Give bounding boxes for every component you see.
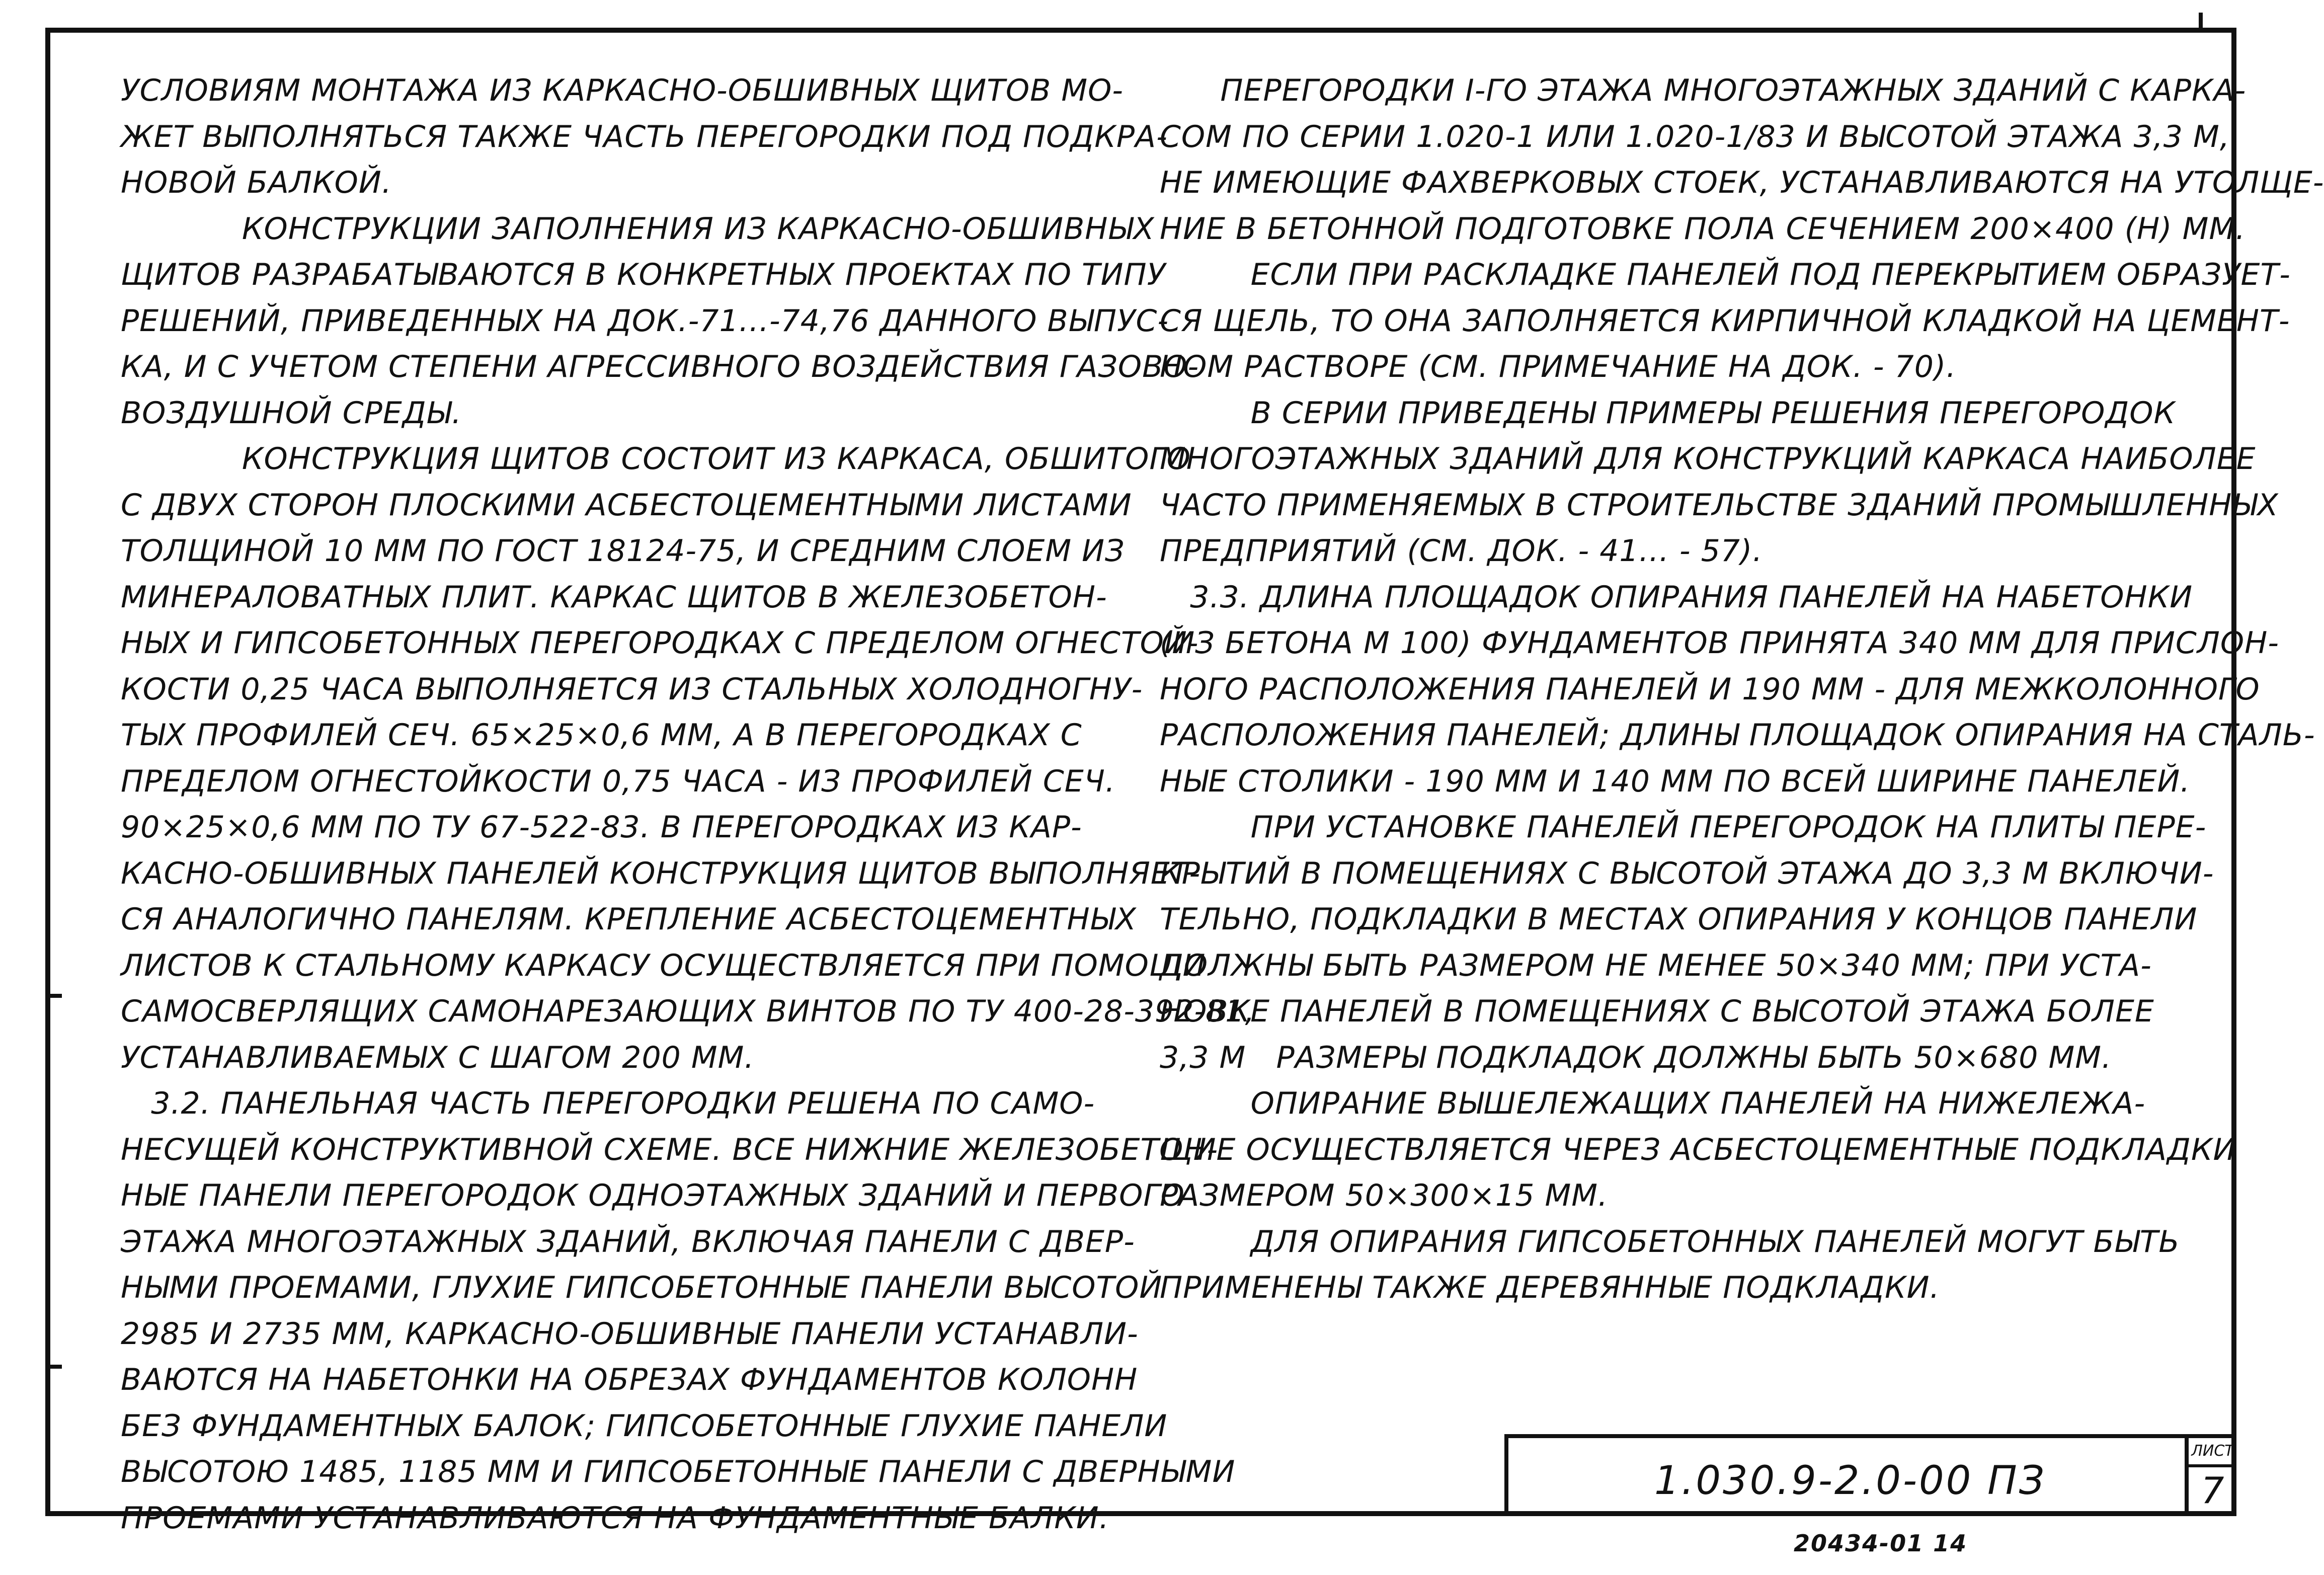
right-text-column (1160, 68, 2324, 1311)
text-line: С ДВУХ СТОРОН ПЛОСКИМИ АСБЕСТОЦЕМЕНТНЫМИ ЛИСТАМИ (121, 487, 1132, 523)
text-line: В СЕРИИ ПРИВЕДЕНЫ ПРИМЕРЫ РЕШЕНИЯ ПЕРЕГОРОДОК (1160, 395, 2176, 431)
text-line: ТЕЛЬНО, ПОДКЛАДКИ В МЕСТАХ ОПИРАНИЯ У КОНЦОВ ПАНЕЛИ (1160, 902, 2198, 937)
text-line: НОМ РАСТВОРЕ (СМ. ПРИМЕЧАНИЕ НА ДОК. - 70). (1160, 349, 1957, 384)
text-line: 3.3. ДЛИНА ПЛОЩАДОК ОПИРАНИЯ ПАНЕЛЕЙ НА НАБЕТОНКИ (1160, 579, 2193, 615)
text-line: НИЕ В БЕТОННОЙ ПОДГОТОВКЕ ПОЛА СЕЧЕНИЕМ 200×400 (Н) ММ. (1160, 211, 2246, 247)
text-line: ПРОЕМАМИ УСТАНАВЛИВАЮТСЯ НА ФУНДАМЕНТНЫЕ БАЛКИ. (121, 1500, 1109, 1536)
text-line: НЫХ И ГИПСОБЕТОННЫХ ПЕРЕГОРОДКАХ С ПРЕДЕЛОМ ОГНЕСТОЙ- (121, 625, 1199, 661)
text-line: ПРЕДПРИЯТИЙ (СМ. ДОК. - 41... - 57). (1160, 533, 1763, 569)
text-line: УСТАНАВЛИВАЕМЫХ С ШАГОМ 200 ММ. (121, 1040, 755, 1075)
text-line: ЩИТОВ РАЗРАБАТЫВАЮТСЯ В КОНКРЕТНЫХ ПРОЕКТАХ ПО ТИПУ (121, 257, 1166, 292)
text-line: НЫМИ ПРОЕМАМИ, ГЛУХИЕ ГИПСОБЕТОННЫЕ ПАНЕЛИ ВЫСОТОЙ (121, 1270, 1163, 1305)
text-line: КАСНО-ОБШИВНЫХ ПАНЕЛЕЙ КОНСТРУКЦИЯ ЩИТОВ ВЫПОЛНЯЕТ- (121, 855, 1201, 891)
text-line: МИНЕРАЛОВАТНЫХ ПЛИТ. КАРКАС ЩИТОВ В ЖЕЛЕЗОБЕТОН- (121, 579, 1107, 615)
text-line: ЛИСТОВ К СТАЛЬНОМУ КАРКАСУ ОСУЩЕСТВЛЯЕТСЯ ПРИ ПОМОЩИ (121, 948, 1206, 983)
text-line: 90×25×0,6 ММ ПО ТУ 67-522-83. В ПЕРЕГОРОДКАХ ИЗ КАР- (121, 810, 1082, 845)
text-line: ВОЗДУШНОЙ СРЕДЫ. (121, 395, 462, 431)
text-line: КОСТИ 0,25 ЧАСА ВЫПОЛНЯЕТСЯ ИЗ СТАЛЬНЫХ ХОЛОДНОГНУ- (121, 671, 1143, 707)
text-line: ВЫСОТОЮ 1485, 1185 ММ И ГИПСОБЕТОННЫЕ ПАНЕЛИ С ДВЕРНЫМИ (121, 1454, 1236, 1489)
sheet-number: 7 (2201, 1469, 2224, 1512)
text-line: ПРЕДЕЛОМ ОГНЕСТОЙКОСТИ 0,75 ЧАСА - ИЗ ПРОФИЛЕЙ СЕЧ. (121, 763, 1115, 799)
text-line: СЯ ЩЕЛЬ, ТО ОНА ЗАПОЛНЯЕТСЯ КИРПИЧНОЙ КЛАДКОЙ НА ЦЕМЕНТ- (1160, 303, 2290, 339)
text-line: ЕСЛИ ПРИ РАСКЛАДКЕ ПАНЕЛЕЙ ПОД ПЕРЕКРЫТИЕМ ОБРАЗУЕТ- (1160, 257, 2291, 292)
text-line: КОНСТРУКЦИЯ ЩИТОВ СОСТОИТ ИЗ КАРКАСА, ОБШИТОГО (121, 441, 1191, 477)
text-line: ВАЮТСЯ НА НАБЕТОНКИ НА ОБРЕЗАХ ФУНДАМЕНТОВ КОЛОНН (121, 1362, 1138, 1397)
text-line: НОВКЕ ПАНЕЛЕЙ В ПОМЕЩЕНИЯХ С ВЫСОТОЙ ЭТАЖА БОЛЕЕ (1160, 994, 2154, 1029)
text-line: НЕСУЩЕЙ КОНСТРУКТИВНОЙ СХЕМЕ. ВСЕ НИЖНИЕ ЖЕЛЕЗОБЕТОН- (121, 1132, 1219, 1167)
text-line: 2985 И 2735 ММ, КАРКАСНО-ОБШИВНЫЕ ПАНЕЛИ УСТАНАВЛИ- (121, 1316, 1139, 1352)
text-line: НОГО РАСПОЛОЖЕНИЯ ПАНЕЛЕЙ И 190 ММ - ДЛЯ МЕЖКОЛОННОГО (1160, 671, 2260, 707)
text-line: КОНСТРУКЦИИ ЗАПОЛНЕНИЯ ИЗ КАРКАСНО-ОБШИВНЫХ (121, 211, 1155, 247)
text-line: КА, И С УЧЕТОМ СТЕПЕНИ АГРЕССИВНОГО ВОЗДЕЙСТВИЯ ГАЗОВО- (121, 349, 1199, 384)
text-line: СОМ ПО СЕРИИ 1.020-1 ИЛИ 1.020-1/83 И ВЫСОТОЙ ЭТАЖА 3,3 М, (1160, 119, 2230, 154)
text-line: НЫЕ ПАНЕЛИ ПЕРЕГОРОДОК ОДНОЭТАЖНЫХ ЗДАНИЙ И ПЕРВОГО (121, 1178, 1185, 1213)
sheet-number-box (2185, 1438, 2236, 1516)
text-line: МНОГОЭТАЖНЫХ ЗДАНИЙ ДЛЯ КОНСТРУКЦИЙ КАРКАСА НАИБОЛЕЕ (1160, 441, 2256, 477)
text-line: 3.2. ПАНЕЛЬНАЯ ЧАСТЬ ПЕРЕГОРОДКИ РЕШЕНА ПО САМО- (121, 1086, 1095, 1121)
text-line: ЩИЕ ОСУЩЕСТВЛЯЕТСЯ ЧЕРЕЗ АСБЕСТОЦЕМЕНТНЫЕ ПОДКЛАДКИ (1160, 1132, 2236, 1167)
text-line: ДОЛЖНЫ БЫТЬ РАЗМЕРОМ НЕ МЕНЕЕ 50×340 ММ; ПРИ УСТА- (1160, 948, 2152, 983)
archive-stamp: 20434-01 14 (1794, 1530, 1968, 1557)
text-line: 3,3 М РАЗМЕРЫ ПОДКЛАДОК ДОЛЖНЫ БЫТЬ 50×680 ММ. (1160, 1040, 2112, 1075)
title-block (1504, 1434, 2236, 1516)
text-line: ДЛЯ ОПИРАНИЯ ГИПСОБЕТОННЫХ ПАНЕЛЕЙ МОГУТ БЫТЬ (1160, 1224, 2180, 1259)
text-line: РАЗМЕРОМ 50×300×15 ММ. (1160, 1178, 1609, 1213)
text-line: ЭТАЖА МНОГОЭТАЖНЫХ ЗДАНИЙ, ВКЛЮЧАЯ ПАНЕЛИ С ДВЕР- (121, 1224, 1135, 1259)
text-line: САМОСВЕРЛЯЩИХ САМОНАРЕЗАЮЩИХ ВИНТОВ ПО ТУ 400-28-392-81, (121, 994, 1255, 1029)
text-line: РЕШЕНИЙ, ПРИВЕДЕННЫХ НА ДОК.-71...-74,76 ДАННОГО ВЫПУС- (121, 303, 1169, 339)
text-line: ПРИ УСТАНОВКЕ ПАНЕЛЕЙ ПЕРЕГОРОДОК НА ПЛИТЫ ПЕРЕ- (1160, 810, 2207, 845)
left-text-column (121, 68, 1255, 1541)
text-line: УСЛОВИЯМ МОНТАЖА ИЗ КАРКАСНО-ОБШИВНЫХ ЩИТОВ МО- (121, 73, 1124, 108)
text-line: ТЫХ ПРОФИЛЕЙ СЕЧ. 65×25×0,6 ММ, А В ПЕРЕГОРОДКАХ С (121, 718, 1082, 753)
text-line: ЖЕТ ВЫПОЛНЯТЬСЯ ТАКЖЕ ЧАСТЬ ПЕРЕГОРОДКИ ПОД ПОДКРА- (121, 119, 1168, 154)
document-code: 1.030.9-2.0-00 ПЗ (1654, 1458, 2046, 1504)
text-line: СЯ АНАЛОГИЧНО ПАНЕЛЯМ. КРЕПЛЕНИЕ АСБЕСТОЦЕМЕНТНЫХ (121, 902, 1137, 937)
text-line: (ИЗ БЕТОНА М 100) ФУНДАМЕНТОВ ПРИНЯТА 340 ММ ДЛЯ ПРИСЛОН- (1160, 625, 2279, 661)
text-line: НЕ ИМЕЮЩИЕ ФАХВЕРКОВЫХ СТОЕК, УСТАНАВЛИВАЮТСЯ НА УТОЛЩЕ- (1160, 165, 2324, 200)
text-line: РАСПОЛОЖЕНИЯ ПАНЕЛЕЙ; ДЛИНЫ ПЛОЩАДОК ОПИРАНИЯ НА СТАЛЬ- (1160, 718, 2315, 753)
text-line: ЧАСТО ПРИМЕНЯЕМЫХ В СТРОИТЕЛЬСТВЕ ЗДАНИЙ ПРОМЫШЛЕННЫХ (1160, 487, 2279, 523)
text-line: НОВОЙ БАЛКОЙ. (121, 165, 392, 200)
text-line: КРЫТИЙ В ПОМЕЩЕНИЯХ С ВЫСОТОЙ ЭТАЖА ДО 3,3 М ВКЛЮЧИ- (1160, 855, 2214, 891)
text-line: ПЕРЕГОРОДКИ I-ГО ЭТАЖА МНОГОЭТАЖНЫХ ЗДАНИЙ С КАРКА- (1160, 73, 2247, 108)
sheet-label: ЛИСТ (2189, 1438, 2236, 1467)
text-line: БЕЗ ФУНДАМЕНТНЫХ БАЛОК; ГИПСОБЕТОННЫЕ ГЛУХИЕ ПАНЕЛИ (121, 1408, 1168, 1444)
text-line: ТОЛЩИНОЙ 10 ММ ПО ГОСТ 18124-75, И СРЕДНИМ СЛОЕМ ИЗ (121, 533, 1125, 569)
text-line: ОПИРАНИЕ ВЫШЕЛЕЖАЩИХ ПАНЕЛЕЙ НА НИЖЕЛЕЖА- (1160, 1086, 2146, 1121)
text-line: ПРИМЕНЕНЫ ТАКЖЕ ДЕРЕВЯННЫЕ ПОДКЛАДКИ. (1160, 1270, 1940, 1305)
text-line: НЫЕ СТОЛИКИ - 190 ММ И 140 ММ ПО ВСЕЙ ШИРИНЕ ПАНЕЛЕЙ. (1160, 763, 2191, 799)
